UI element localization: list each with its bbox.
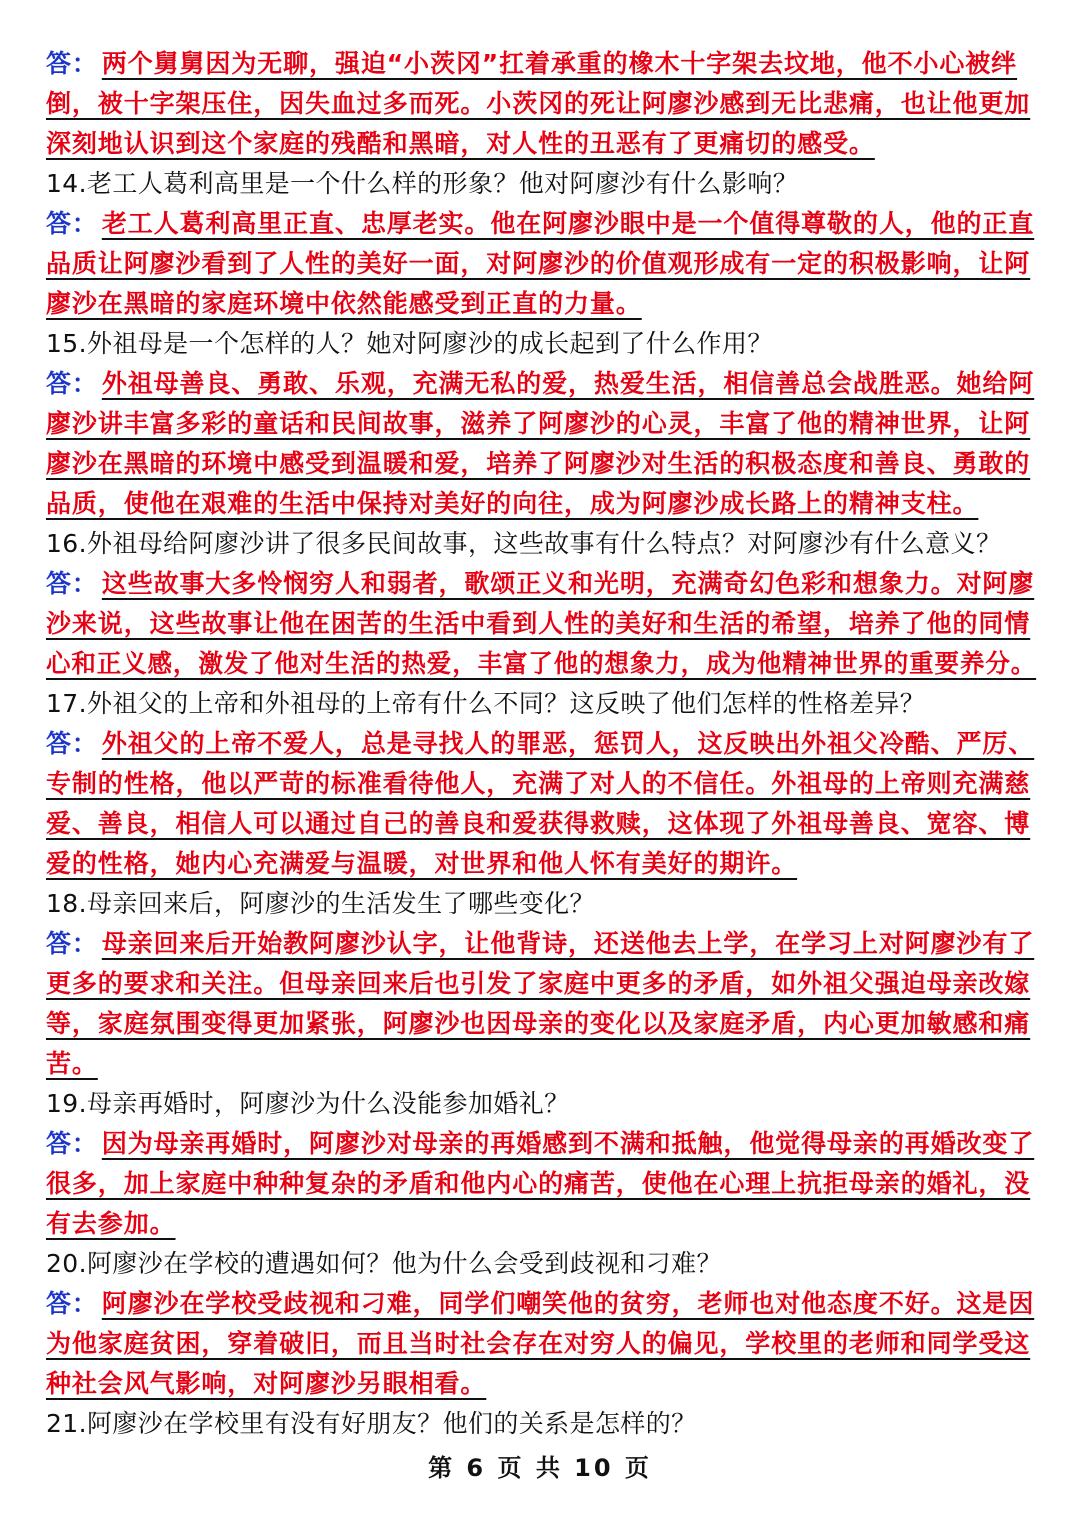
- answer-label: 答：: [46, 569, 98, 598]
- qa-block: [46, 1084, 1036, 1244]
- answer-text: 爱的性格，她内心充满爱与温暖，对世界和他人怀有美好的期许。: [46, 849, 798, 878]
- answer-line: [46, 84, 1036, 124]
- answer-label: 答：: [46, 369, 98, 398]
- answer-line: [46, 404, 1036, 444]
- answer-text: 廖沙在黑暗的环境中感受到温暖和爱，培养了阿廖沙对生活的积极态度和善良、勇敢的: [46, 449, 1031, 478]
- answer-text: 品质让阿廖沙看到了人性的美好一面，对阿廖沙的价值观形成有一定的积极影响，让阿: [46, 249, 1031, 278]
- qa-block: [46, 524, 1036, 684]
- answer-text: 两个舅舅因为无聊，强迫“小茨冈”扛着承重的橡木十字架去坟地，他不小心被绊: [101, 49, 1018, 78]
- answer-text: 沙来说，这些故事让他在困苦的生活中看到人性的美好和生活的希望，培养了他的同情: [46, 609, 1031, 638]
- answer-line: [46, 724, 1036, 764]
- answer-text: 很多，加上家庭中种种复杂的矛盾和他内心的痛苦，使他在心理上抗拒母亲的婚礼，没: [46, 1169, 1031, 1198]
- answer-line: [46, 1124, 1036, 1164]
- answer-text: 品质，使他在艰难的生活中保持对美好的向往，成为阿廖沙成长路上的精神支柱。: [46, 489, 979, 518]
- answer-text: 种社会风气影响，对阿廖沙另眼相看。: [46, 1369, 487, 1398]
- answer-line: [46, 644, 1037, 684]
- question-line: 21.阿廖沙在学校里有没有好朋友？他们的关系是怎样的？: [46, 1409, 697, 1438]
- answer-line: [46, 204, 1036, 244]
- answer-line: [46, 364, 1036, 404]
- answer-line: [46, 1004, 1036, 1044]
- answer-line: [46, 124, 1036, 164]
- answer-text: 为他家庭贫困，穿着破旧，而且当时社会存在对穷人的偏见，学校里的老师和同学受这: [46, 1329, 1031, 1358]
- question-line: 18.母亲回来后，阿廖沙的生活发生了哪些变化？: [46, 889, 595, 918]
- answer-text: 这些故事大多怜悯穷人和弱者，歌颂正义和光明，充满奇幻色彩和想象力。对阿廖: [101, 569, 1035, 598]
- answer-line: [46, 1364, 1036, 1404]
- answer-line: [46, 844, 1036, 884]
- answer-line: [46, 1284, 1036, 1324]
- answer-text: 老工人葛利高里正直、忠厚老实。他在阿廖沙眼中是一个值得尊敬的人，他的正直: [101, 209, 1035, 238]
- answer-line: [46, 804, 1036, 844]
- answer-line: [46, 604, 1036, 644]
- qa-block: [46, 324, 1036, 524]
- qa-block: [46, 1404, 1036, 1444]
- answer-label: 答：: [46, 929, 98, 958]
- answer-text: 爱、善良，相信人可以通过自己的善良和爱获得救赎，这体现了外祖母善良、宽容、博: [46, 809, 1031, 838]
- answer-label: 答：: [46, 49, 98, 78]
- answer-line: [46, 1164, 1036, 1204]
- answer-text: 外祖父的上帝不爱人，总是寻找人的罪恶，惩罚人，这反映出外祖父冷酷、严厉、: [101, 729, 1035, 758]
- answer-text: 心和正义感，激发了他对生活的热爱，丰富了他的想象力，成为他精神世界的重要养分。: [46, 649, 1037, 678]
- qa-block: [46, 44, 1036, 164]
- answer-line: [46, 924, 1036, 964]
- qa-block: [46, 884, 1036, 1084]
- answer-text: 母亲回来后开始教阿廖沙认字，让他背诗，还送他去上学，在学习上对阿廖沙有了: [101, 929, 1035, 958]
- question-line: 19.母亲再婚时，阿廖沙为什么没能参加婚礼？: [46, 1089, 570, 1118]
- answer-text: 倒，被十字架压住，因失血过多而死。小茨冈的死让阿廖沙感到无比悲痛，也让他更加: [46, 89, 1031, 118]
- answer-text: 廖沙讲丰富多彩的童话和民间故事，滋养了阿廖沙的心灵，丰富了他的精神世界，让阿: [46, 409, 1031, 438]
- question-line: 15.外祖母是一个怎样的人？她对阿廖沙的成长起到了什么作用？: [46, 329, 773, 358]
- qa-block: [46, 164, 1036, 324]
- answer-label: 答：: [46, 209, 98, 238]
- answer-line: [46, 1204, 1036, 1244]
- page-number-footer: 第 6 页 共 10 页: [428, 1454, 652, 1482]
- question-line: 16.外祖母给阿廖沙讲了很多民间故事，这些故事有什么特点？对阿廖沙有什么意义？: [46, 529, 1002, 558]
- answer-line: [46, 1324, 1036, 1364]
- answer-line: [46, 484, 1036, 524]
- answer-line: [46, 44, 1036, 84]
- answer-label: 答：: [46, 1289, 98, 1318]
- answer-text: 专制的性格，他以严苛的标准看待他人，充满了对人的不信任。外祖母的上帝则充满慈: [46, 769, 1031, 798]
- answer-line: [46, 564, 1036, 604]
- qa-block: [46, 1244, 1036, 1404]
- answer-label: 答：: [46, 1129, 98, 1158]
- answer-text: 深刻地认识到这个家庭的残酷和黑暗，对人性的丑恶有了更痛切的感受。: [46, 129, 875, 158]
- answer-line: [46, 1044, 1036, 1084]
- qa-block: [46, 684, 1036, 884]
- answer-text: 因为母亲再婚时，阿廖沙对母亲的再婚感到不满和抵触，他觉得母亲的再婚改变了: [101, 1129, 1035, 1158]
- answer-line: [46, 964, 1036, 1004]
- answer-text: 更多的要求和关注。但母亲回来后也引发了家庭中更多的矛盾，如外祖父强迫母亲改嫁: [46, 969, 1031, 998]
- answer-text: 廖沙在黑暗的家庭环境中依然能感受到正直的力量。: [46, 289, 642, 318]
- answer-text: 外祖母善良、勇敢、乐观，充满无私的爱，热爱生活，相信善总会战胜恶。她给阿: [101, 369, 1035, 398]
- question-line: 14.老工人葛利高里是一个什么样的形象？他对阿廖沙有什么影响？: [46, 169, 799, 198]
- answer-line: [46, 444, 1036, 484]
- answer-line: [46, 244, 1036, 284]
- answer-text: 阿廖沙在学校受歧视和刁难，同学们嘲笑他的贫穷，老师也对他态度不好。这是因: [101, 1289, 1035, 1318]
- answer-text: 等，家庭氛围变得更加紧张，阿廖沙也因母亲的变化以及家庭矛盾，内心更加敏感和痛: [46, 1009, 1031, 1038]
- answer-label: 答：: [46, 729, 98, 758]
- answer-text: 苦。: [46, 1049, 98, 1078]
- answer-line: [46, 764, 1036, 804]
- answer-line: [46, 284, 1036, 324]
- question-line: 20.阿廖沙在学校的遭遇如何？他为什么会受到歧视和刁难？: [46, 1249, 722, 1278]
- question-line: 17.外祖父的上帝和外祖母的上帝有什么不同？这反映了他们怎样的性格差异？: [46, 689, 926, 718]
- document-page: [46, 44, 1036, 1444]
- answer-text: 有去参加。: [46, 1209, 176, 1238]
